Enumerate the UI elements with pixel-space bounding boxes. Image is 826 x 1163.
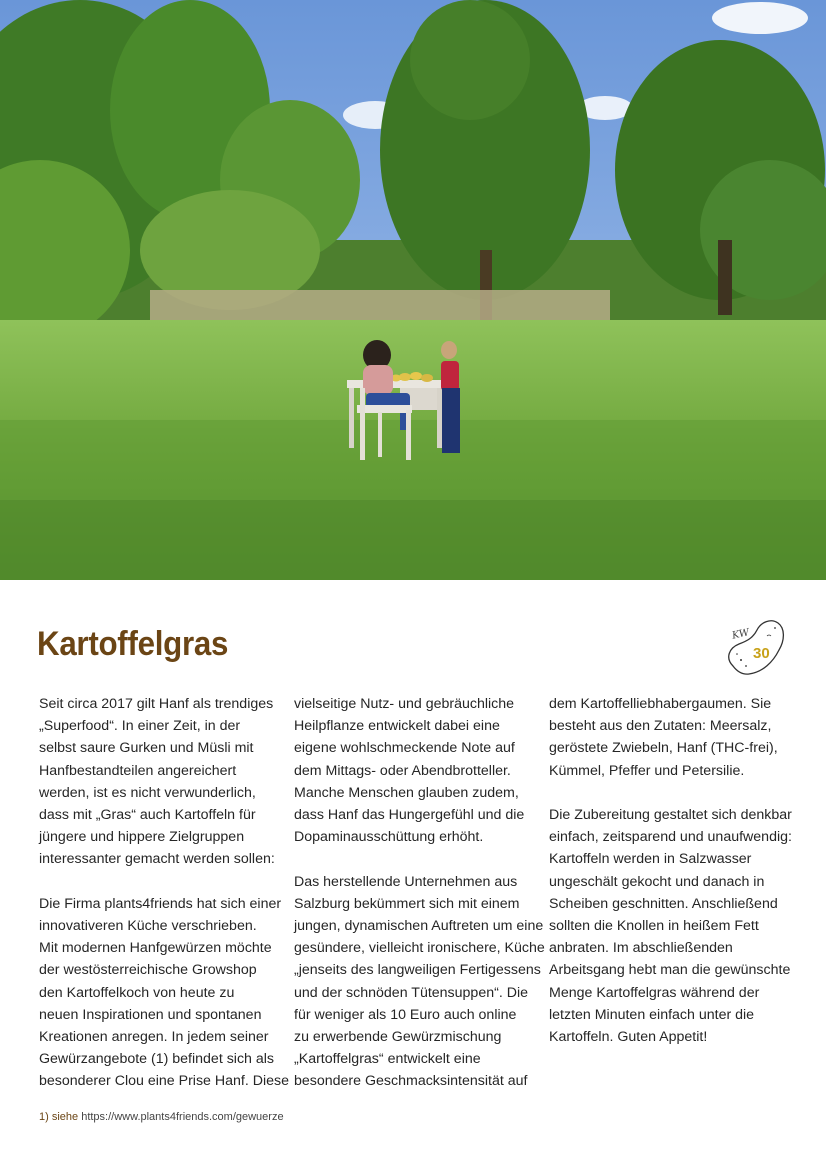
paragraph [549,804,792,1048]
text-line: Gewürzangebote (1) befindet sich als [39,1051,275,1068]
text-line: „Superfood“. In einer Zeit, in der [39,718,241,735]
text-line: Kreationen anregen. In jedem seiner [39,1029,269,1046]
text-line: Hanfbestandteilen angereichert [39,762,237,779]
text-line: „Kartoffelgras“ entwickelt eine [294,1051,481,1068]
text-line: jungen, dynamischen Auftreten um eine [294,918,544,935]
text-line: besteht aus den Zutaten: Meersalz, [549,718,772,735]
text-line: ungeschält gekocht und danach in [549,873,765,890]
text-line: Die Firma plants4friends hat sich einer [39,895,282,912]
text-line: Manche Menschen glauben zudem, [294,784,519,801]
text-line: der westösterreichische Growshop [39,962,257,979]
text-line: letzten Minuten einfach unter die [549,1006,755,1023]
text-line: Salzburg bekümmert sich mit einem [294,895,520,912]
text-line: dass Hanf das Hungergefühl und die [294,807,525,824]
paragraph [39,693,279,871]
text-line: Arbeitsgang hebt man die gewünschte [549,962,791,979]
text-line: innovativeren Küche verschrieben. [39,918,257,935]
text-column-3 [549,693,792,1048]
text-line: Kartoffeln. Guten Appetit! [549,1029,708,1046]
footnote [39,1111,284,1123]
badge-kw-label: KW [731,627,751,642]
text-line: Mit modernen Hanfgewürzen möchte [39,940,272,957]
text-line: Menge Kartoffelgras während der [549,984,760,1001]
text-line: dass mit „Gras“ auch Kartoffeln für [39,807,256,824]
text-line: neuen Inspirationen und spontanen [39,1006,262,1023]
badge-week-number: 30 [753,645,770,662]
text-line: für weniger als 10 Euro auch online [294,1006,517,1023]
text-line: interessanter gemacht werden sollen: [39,851,275,868]
text-line: jüngere und hippere Zielgruppen [39,829,245,846]
text-line: anbraten. Im abschließenden [549,940,733,957]
text-line: dem Kartoffelliebhabergaumen. Sie [549,696,772,712]
text-line: einfach, zeitsparend und unaufwendig: [549,829,792,846]
text-line: zu erwerbende Gewürzmischung [294,1029,502,1046]
paragraph [294,871,545,1093]
text-line: Scheiben geschnitten. Anschließend [549,895,778,912]
paragraph [39,893,289,1093]
text-line: den Kartoffelkoch von heute zu [39,984,235,1001]
text-line: dem Mittags- oder Abendbrotteller. [294,762,511,779]
text-line: Kartoffeln werden in Salzwasser [549,851,752,868]
text-line: und der schnöden Tütensuppen“. Die [294,984,528,1001]
text-line: Heilpflanze entwickelt dabei eine [294,718,500,735]
text-line: werden, ist es nicht verwunderlich, [39,784,256,801]
text-line: Das herstellende Unternehmen aus [294,873,518,890]
header-photo [0,0,826,580]
text-line: Die Zubereitung gestaltet sich denkbar [549,807,792,823]
text-line: besondere Geschmacksintensität auf [294,1073,528,1090]
text-column-1 [39,693,289,1093]
text-line: Dopaminausschüttung erhöht. [294,829,484,846]
text-line: geröstete Zwiebeln, Hanf (THC-frei), [549,740,778,757]
text-line: Seit circa 2017 gilt Hanf als trendiges [39,696,274,712]
week-badge [723,614,787,680]
article-title: Kartoffelgras [37,625,229,663]
text-line: vielseitige Nutz- und gebräuchliche [294,696,515,712]
text-line: besonderer Clou eine Prise Hanf. Diese [39,1073,289,1090]
text-line: selbst saure Gurken und Müsli mit [39,740,254,757]
text-line: „jenseits des langweiligen Fertigessens [294,962,541,979]
paragraph [294,693,534,848]
text-line: gesündere, vielleicht ironischere, Küche [294,940,545,957]
paragraph [549,693,789,782]
footnote-url[interactable]: https://www.plants4friends.com/gewuerze [81,1111,284,1123]
text-line: sollten die Knollen in heißem Fett [549,918,759,935]
text-line: Kümmel, Pfeffer und Petersilie. [549,762,745,779]
text-line: eigene wohlschmeckende Note auf [294,740,515,757]
text-column-2 [294,693,545,1093]
footnote-marker: 1) siehe [39,1111,79,1123]
